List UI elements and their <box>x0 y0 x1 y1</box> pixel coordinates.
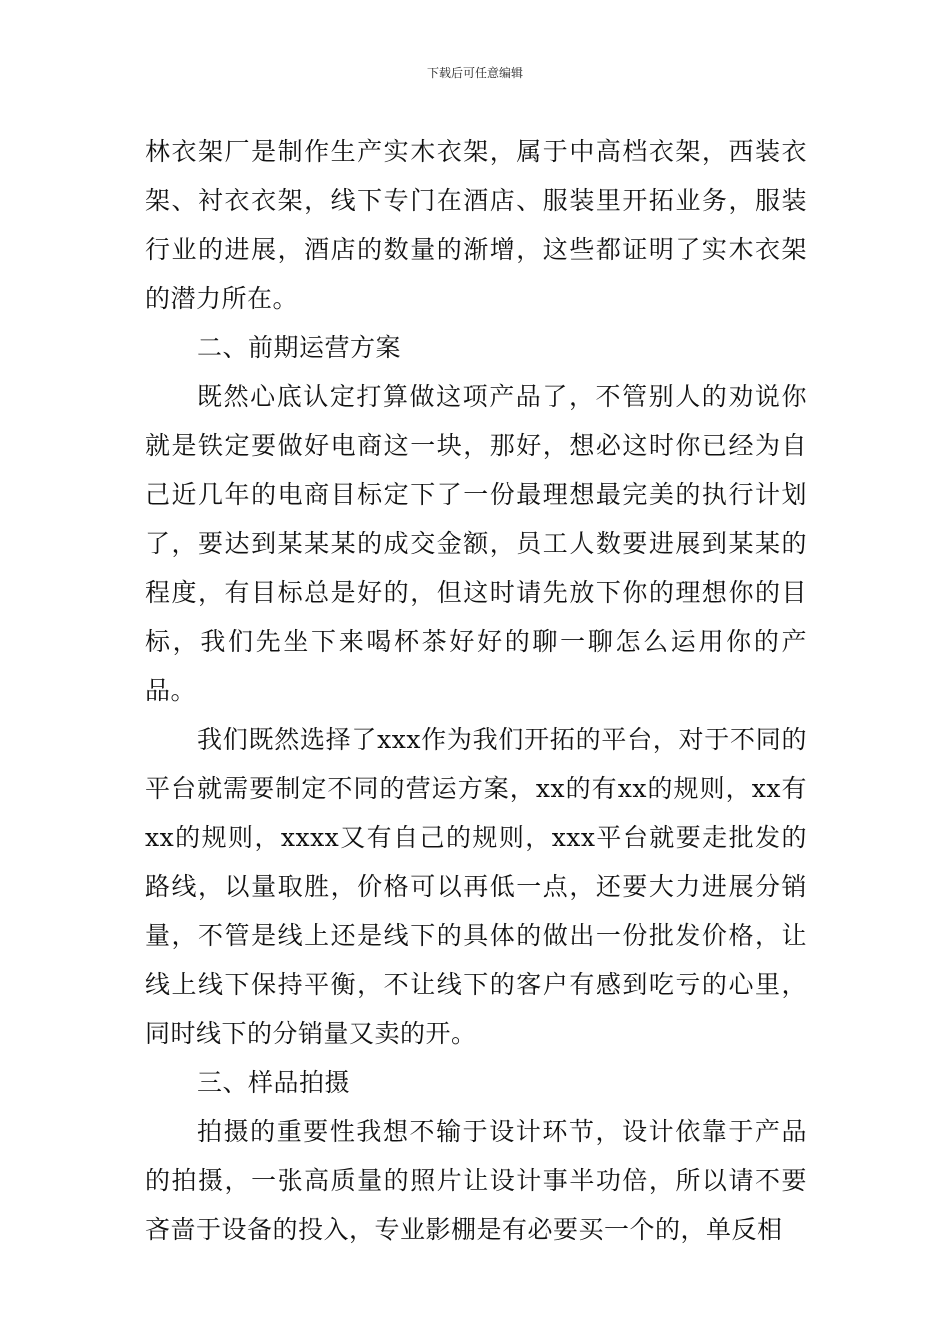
paragraph-platform-strategy: 我们既然选择了xxx作为我们开拓的平台，对于不同的平台就需要制定不同的营运方案，xx的有xx的规则，xx有xx的规则，xxxx又有自己的规则，xxx平台就要走批发的路线，以量取胜，价格可以再低一点，还要大力进展分销量，不管是线上还是线下的具体的做出一份批发价格，让线上线下保持平衡，不让线下的客户有感到吃亏的心里，同时线下的分销量又卖的开。 <box>145 725 807 1048</box>
document-body <box>145 127 807 1254</box>
section-heading-operations: 二、前期运营方案 <box>197 333 402 362</box>
section-heading-photography: 三、样品拍摄 <box>197 1068 351 1097</box>
paragraph-intro: 林衣架厂是制作生产实木衣架，属于中高档衣架，西装衣架、衬衣衣架，线下专门在酒店、服装里开拓业务，服装行业的进展，酒店的数量的渐增，这些都证明了实木衣架的潜力所在。 <box>145 137 807 313</box>
page-header-note: 下载后可任意编辑 <box>426 66 523 80</box>
paragraph-operations-goal: 既然心底认定打算做这项产品了，不管别人的劝说你就是铁定要做好电商这一块，那好，想必这时你已经为自己近几年的电商目标定下了一份最理想最完美的执行计划了，要达到某某某的成交金额，员工人数要进展到某某的程度，有目标总是好的，但这时请先放下你的理想你的目标，我们先坐下来喝杯茶好好的聊一聊怎么运用你的产品。 <box>145 382 807 705</box>
paragraph-photography: 拍摄的重要性我想不输于设计环节，设计依靠于产品的拍摄，一张高质量的照片让设计事半功倍，所以请不要吝啬于设备的投入，专业影棚是有必要买一个的，单反相 <box>145 1117 807 1244</box>
